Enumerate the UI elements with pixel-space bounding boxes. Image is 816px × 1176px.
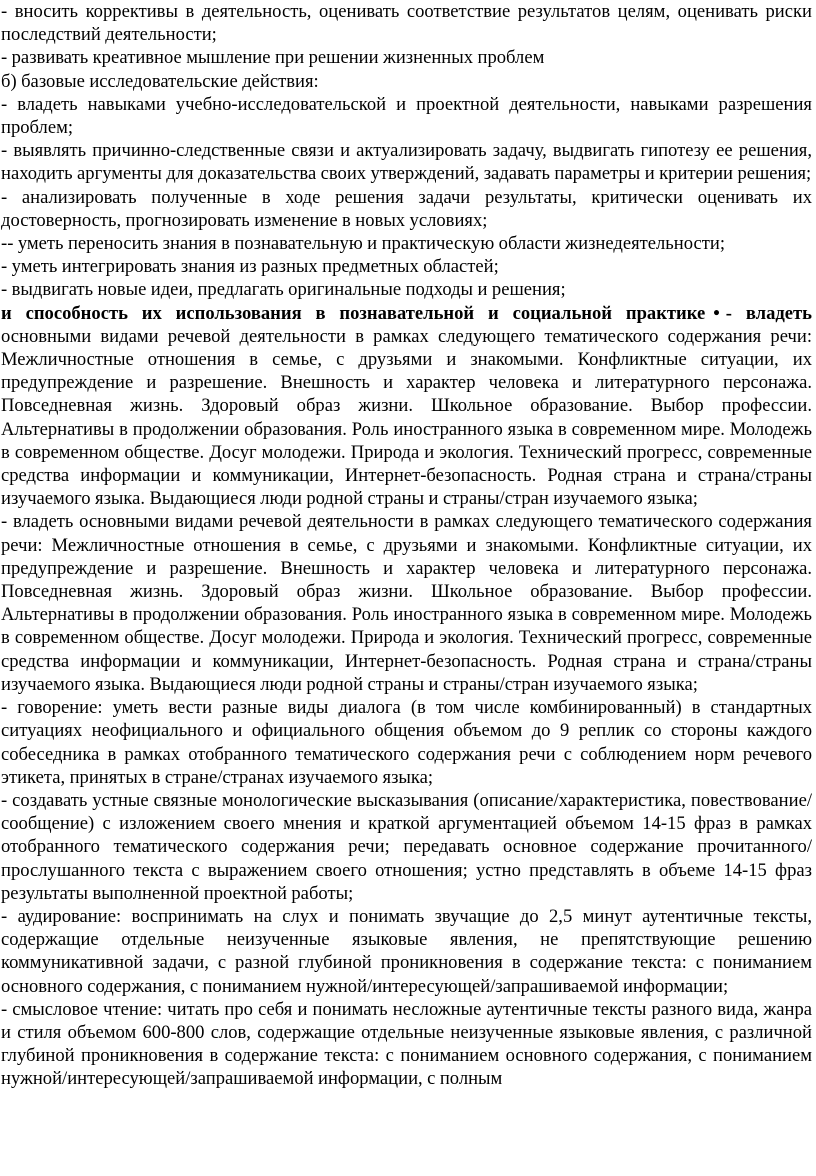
paragraph-13: - создавать устные связные монологические высказывания (описание/характеристика, повествование/сообщение) с изложением своего мнения и краткой аргументацией объемом 14-15 фраз в рамках отобранного тематического содержания речи; передавать основное содержание прочитанного/прослушанного текста с выражением своего отношения; устно представлять в объеме 14-15 фраз результаты выполненной проектной работы; [1,789,812,904]
paragraph-9: - выдвигать новые идеи, предлагать оригинальные подходы и решения; [1,279,566,301]
paragraph-6: - анализировать полученные в ходе решения задачи результаты, критически оценивать их достоверность, прогнозировать изменение в новых условиях; [1,186,812,231]
bold-dash-phrase: - владеть [725,302,812,324]
paragraph-1: - вносить коррективы в деятельность, оценивать соответствие результатов целям, оценивать риски последствий деятельности; [1,1,812,46]
paragraph-12: - говорение: уметь вести разные виды диалога (в том числе комбинированный) в стандартных ситуациях неофициального и официального общения объемом до 9 реплик со стороны каждого собеседника в рамках отобранного тематического содержания речи с соблюдением норм речевого этикета, принятых в стране/странах изучаемого языка; [1,697,812,788]
paragraph-14: - аудирование: воспринимать на слух и понимать звучащие до 2,5 минут аутентичные тексты, содержащие отдельные неизученные языковые явления, не препятствующие решению коммуникативной задачи, с разной глубиной проникновения в содержание текста: с пониманием основного содержания, с пониманием нужной/интересующей/запрашиваемой информации; [1,905,812,997]
bullet-dot-icon: • [713,302,720,324]
paragraph-3: б) базовые исследовательские действия: [1,70,319,92]
bold-phrase: и способность их использования в познавательной и социальной практике [1,302,706,324]
paragraph-2: - развивать креативное мышление при решении жизненных проблем [1,47,545,69]
paragraph-8: - уметь интегрировать знания из разных предметных областей; [1,256,499,278]
paragraph-7: -- уметь переносить знания в познавательную и практическую области жизнедеятельности; [1,233,725,255]
paragraph-11: - владеть основными видами речевой деятельности в рамках следующего тематического содержания речи: Межличностные отношения в семье, с друзьями и знакомыми. Конфликтные ситуации, их предупреждение и разрешение. Внешность и характер человека и литературного персонажа. Повседневная жизнь. Здоровый образ жизни. Школьное образование. Выбор профессии. Альтернативы в продолжении образования. Роль иностранного языка в современном мире. Молодежь в современном обществе. Досуг молодежи. Природа и экология. Технический прогресс, современные средства информации и коммуникации, Интернет-безопасность. Родная страна и страна/страны изучаемого языка. Выдающиеся люди родной страны и страны/стран изучаемого языка; [1,511,812,695]
paragraph-15: - смысловое чтение: читать про себя и понимать несложные аутентичные тексты разного вида, жанра и стиля объемом 600-800 слов, содержащие отдельные неизученные языковые явления, с различной глубиной проникновения в содержание текста: с пониманием основного содержания, с пониманием нужной/интересующей/запрашиваемой информации, с полным [1,998,812,1090]
mixed-paragraph-text: основными видами речевой деятельности в рамках следующего тематического содержания речи: Межличностные отношения в семье, с друзьями и знакомыми. Конфликтные ситуации, их предупреждение и разрешение. Внешность и характер человека и литературного персонажа. Повседневная жизнь. Здоровый образ жизни. Школьное образование. Выбор профессии. Альтернативы в продолжении образования. Роль иностранного языка в современном мире. Молодежь в современном обществе. Досуг молодежи. Природа и экология. Технический прогресс, современные средства информации и коммуникации, Интернет-безопасность. Родная страна и страна/страны изучаемого языка. Выдающиеся люди родной страны и страны/стран изучаемого языка; [1,325,812,510]
paragraph-4: - владеть навыками учебно-исследовательской и проектной деятельности, навыками разрешения проблем; [1,93,812,139]
mixed-paragraph [1,302,812,511]
paragraph-5: - выявлять причинно-следственные связи и актуализировать задачу, выдвигать гипотезу ее решения, находить аргументы для доказательства своих утверждений, задавать параметры и критерии решения; [1,140,812,185]
